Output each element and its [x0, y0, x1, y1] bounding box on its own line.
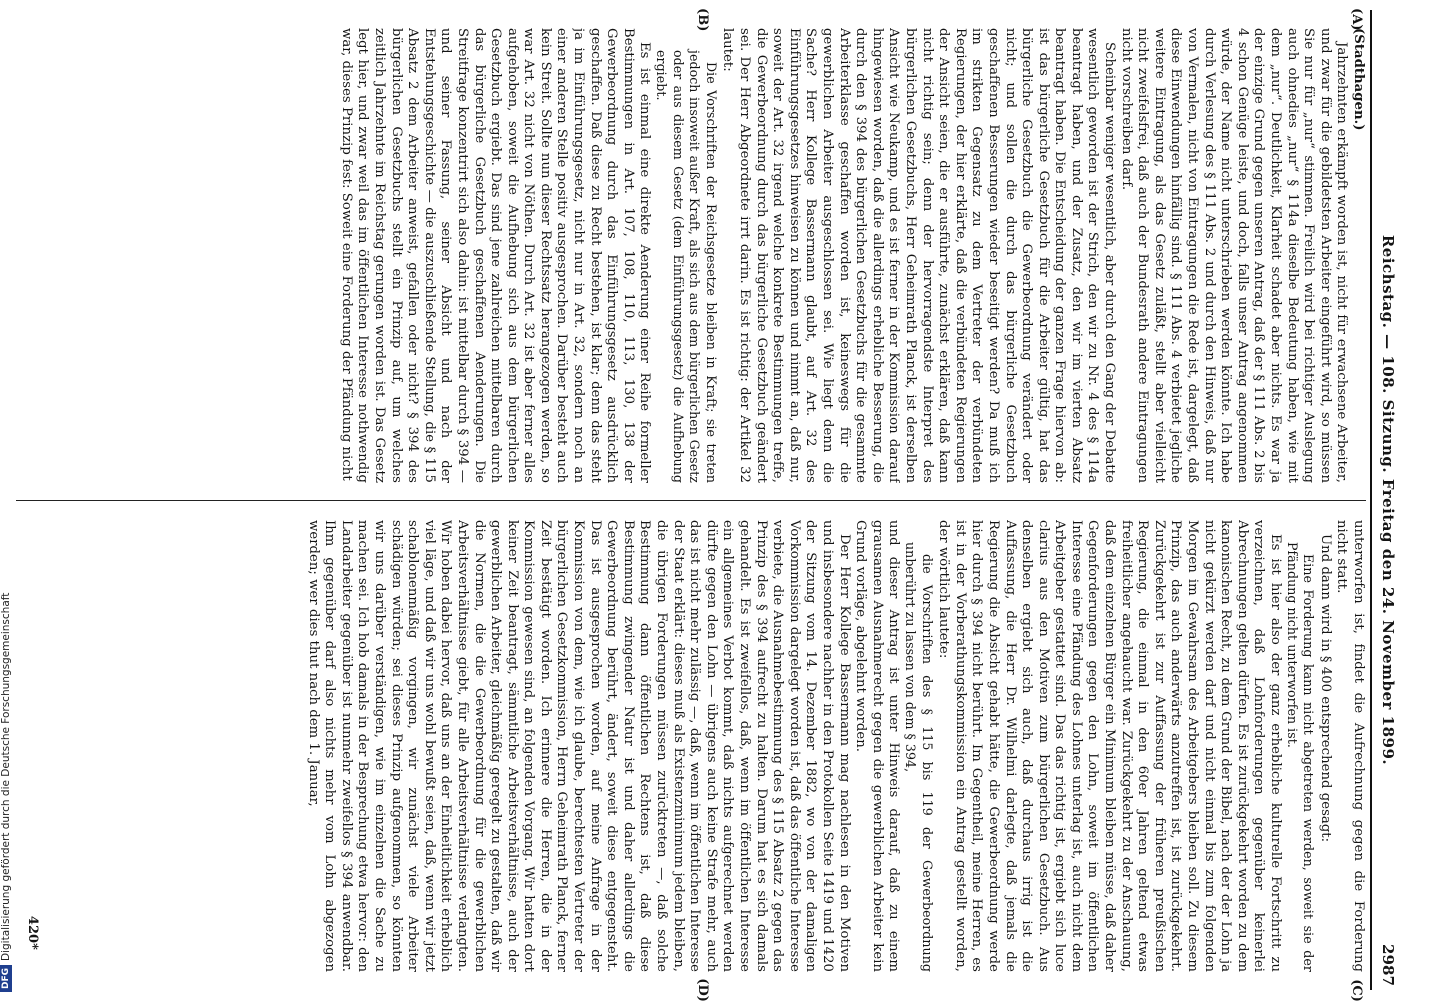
page-title: Reichstag. — 108. Sitzung. Freitag den 24. November 1899. [1379, 234, 1397, 766]
margin-marker-d: (D) [695, 978, 710, 1002]
paragraph: Es ist einmal eine direkte Aenderung einer Reihe formeller Bestimmungen in Art. 107, 108, 110, 113, 130, 138 der Gewerbeordnung durch das Einführungsgesetz ausdrücklich geschaffen. Daß diese zu Recht bestehen, ist klar; denn das steht ja im Einführungsgesetz, nicht nur in Art. 32, sondern noch an einer anderen Stelle positiv ausgesprochen. Darüber besteht auch kein Streit. Sollte nun dieser Rechtssatz herangezogen werden, so war Art. 32 nicht von Nöthen. Durch Art. 32 ist aber ferner alles aufgehoben, soweit die Aufhebung sich aus dem bürgerlichen Gesetzbuch ergiebt. Das sind jene zahlreichen mittelbaren durch das bürgerliche Gesetzbuch geschaffenen Aenderungen. Die Streitfrage konzentrirt sich also dahin: ist mittelbar durch § 394 — und seiner Fassung, seiner Absicht und nach der Entstehungsgeschichte — die auszuschließende Stellung, die § 115 Absatz 2 dem Arbeiter anweist, gefallen oder nicht? § 394 des bürgerlichen Gesetzbuchs stellt ein Prinzip auf, um welches zeitlich Jahrzehnte im Reichstag gerungen worden ist. Das Gesetz legt hier, und zwar weil das im öffentlichen Interesse nothwendig war, dieses Prinzip fest: Soweit eine Forderung der Pfändung nicht [338, 28, 653, 483]
margin-marker-a: (A) [1349, 8, 1364, 31]
speaker-label: (Stadthagen.) [1351, 28, 1366, 131]
header-rule [1370, 10, 1372, 990]
quoted-article: Die Vorschriften der Reichsgesetze bleiben in Kraft; sie treten jedoch insoweit außer Kraft, als sich aus dem bürgerlichen Gesetz oder aus diesem Gesetz (dem Einführungsgesetz) die Aufhebung ergiebt. [654, 50, 719, 483]
page-header [1370, 10, 1400, 990]
paragraph: Es ist hier also der ganz erhebliche kulturelle Fortschritt zu verzeichnen, daß Lohnforderungen gegenüber keinerlei Abrechnungen gelten dürfen. Es ist zurückgekehrt worden zu dem kanonischen Recht, zu dem Grund der Bibel, nach der der Lohn ja nicht gekürzt werden darf und nicht einmal bis zum folgenden Morgen im Gewahrsam des Arbeitgebers bleiben soll. Zu diesem Prinzip, das auch anderwärts anzutreffen ist, ist zurückgekehrt. Zurückgekehrt ist zur Auffassung der früheren preußischen Regierung, die einmal in den 60er Jahren geltend etwas freiheitlicher angehaucht war. Zurückgekehrt zu der Anschauung, daß dem einzelnen Bürger ein Minimum bleiben müsse, daß daher Gegenforderungen gegen den Lohn, soweit im öffentlichen Interesse eine Pfändung des Lohnes unterlag ist, auch nicht dem Arbeitgeber gestattet sind. Das das richtig ist, ergiebt sich luce clarius aus den Motiven zum bürgerlichen Gesetzbuch. Aus denselben ergiebt sich auch, daß durchaus irrig ist die Auffassung, die Herr Dr. Wilhelmi darlegte, daß jemals die Regierung die Absicht gehabt hätte, die Gewerbeordnung werde hier durch § 394 nicht berührt. Im Gegentheil, meine Herren, es ist in der Vorberathungskommission ein Antrag gestellt worden, der wörtlich lautete: [936, 520, 1284, 972]
digitization-credit [0, 593, 12, 992]
paragraph: und dieser Antrag ist unter Hinweis darauf, daß zu einem grausamen Ausnahmerecht gegen die gewerblichen Arbeiter kein Grund vorläge, abgelehnt worden. [853, 520, 902, 972]
paragraph: Scheinbar weniger wesentlich, aber durch den Gang der Debatte wesentlich geworden ist der Strich, den wir zu Nr. 4 des § 114a beantragt haben, und der Zusatz, den wir im vierten Absatz beantragt haben. Die Entscheidung der ganzen Frage hiervon ab: ist das bürgerliche Gesetzbuch für die Arbeiter gültig, hat das bürgerliche Gesetzbuch die Gewerbeordnung verändert oder nicht; und sollen die durch das bürgerliche Gesetzbuch geschaffenen Besserungen wieder beseitigt werden? Da muß ich im strikten Gegensatz zu dem Vertreter der verbündeten Regierungen, der hier erklärte, daß die verbündeten Regierungen der Ansicht seien, die er ausführte, zunächst erklären, daß kann nicht richtig sein; denn der hervorragendste Interpret des bürgerlichen Gesetzbuchs, Herr Geheimrath Planck, ist derselben Ansicht wie Neukamp, und es ist ferner in der Kommission darauf hingewiesen worden, daß die allerdings erhebliche Besserung, die durch den § 394 des bürgerlichen Gesetzbuchs für die gesammte Arbeiterklasse geschaffen worden ist, keineswegs für die gewerblichen Arbeiter ausgeschlossen sei. Wie liegt denn die Sache? Herr Kollege Bassermann glaubt, auf Art. 32 des Einführungsgesetzes hinweisen zu können und nimmt an, daß nur, soweit der Art. 32 irgend welche konkrete Bestimmungen treffe, die Gewerbeordnung durch das bürgerliche Gesetzbuch geändert sei. Der Herr Abgeordnete irrt darin. Es ist richtig: der Artikel 32 lautet: [720, 28, 1118, 483]
paragraph: Der Herr Kollege Bassermann mag nachlesen in den Motiven und insbesondere nachher in den Protokollen Seite 1419 und 1420 der Sitzung vom 14. Dezember 1882, wo von der damaligen Vorkommission dargelegt worden ist, daß das öffentliche Interesse verbiete, die Ausnahmebestimmung des § 115 Absatz 2 gegen das Prinzip des § 394 aufrecht zu halten. Darum hat es sich damals gehandelt. Es ist zweifellos, daß, wenn im öffentlichen Interesse ein allgemeines Verbot kommt, daß nichts aufgerechnet werden dürfte gegen den Lohn — übrigens auch keine Strafe mehr, auch das ist nicht mehr zulässig —, daß, wenn im öffentlichen Interesse der Staat erklärt: dieses muß als Existenzminimum jedem bleiben, die übrigen Forderungen müssen zurücktreten —, daß solche Bestimmung dann öffentlichen Rechtens ist, daß diese Bestimmung zwingender Natur ist und daher allerdings die Gewerbeordnung berührt, ändert, soweit diese entgegensteht. Das ist ausgesprochen worden, auf meine Anfrage in der Kommission von dem, wie ich glaube, berechtesten Vertreter der bürgerlichen Gesetzkommission, Herrn Geheimrath Planck, ferner Zeit bestätigt worden. Ich erinnere die Herren, die in der Kommission gewesen sind, an folgenden Vorgang. Wir hatten dort keiner Zeit beantragt, sämmtliche Arbeitsverhältnisse, auch der gewerblichen Arbeiter, gleichmäßig geregelt zu gestalten, daß wir die Normen, die die Gewerbeordnung für die gewerblichen Arbeitsverhältnisse giebt, für alle Arbeitsverhältnisse verlangten. Wir hoben dabei hervor, daß uns an der Einheitlichkeit erheblich viel läge, und daß wir uns wohl bewußt seien, daß, wenn wir jetzt schablonenmäßig vorgingen, wir zunächst viele Arbeiter schädigen würden; sei dieses Prinzip aufgenommen, so könnten wir uns darüber verständigen, wie im einzelnen die Sache zu machen sei. Ich hob damals in der Besprechung etwa hervor: den Landarbeiter gegenüber ist nunmehr zweifellos § 394 anwendbar. Ihm gegenüber darf also nichts mehr vom Lohn abgezogen werden; wer dies thut nach dem 1. Januar, [305, 520, 852, 972]
paragraph: unterworfen ist, findet die Aufrechnung gegen die Forderung nicht statt. [1334, 520, 1366, 972]
rotated-newspaper-page [10, 8, 1400, 1002]
right-column [16, 520, 1366, 972]
paragraph: Und dann wird in § 400 entsprechend gesagt: [1317, 534, 1333, 843]
page-number: 2987 [1379, 944, 1397, 986]
margin-marker-c: (C) [1349, 979, 1364, 1002]
column-divider [16, 500, 1366, 501]
credit-text: Digitalisierung gefördert durch die Deutsche Forschungsgemeinschaft [0, 592, 12, 961]
left-column [16, 28, 1366, 483]
quoted-rule: Eine Forderung kann nicht abgetreten werden, soweit sie der Pfändung nicht unterworfen ist. [1284, 542, 1317, 972]
dfg-logo-icon: DFG [0, 965, 12, 992]
sheet-mark: 420* [25, 915, 40, 950]
margin-marker-b: (B) [695, 8, 710, 32]
paragraph: Jahrzehnten erkämpft worden ist, nicht für erwachsene Arbeiter, und zwar für die gebildetsten Arbeiter eingeführt wird, so müssen Sie nur für „nur“ stimmen. Freilich wird bei richtiger Auslegung auch ohnedies „nur“ § 114a dieselbe Bedeutung haben, wie mit dem „nur“. Deutlichkeit, Klarheit schadet aber nichts. Es war ja der einzige Grund gegen unseren Antrag, daß der § 111 Abs. 2 bis 4 schon Genüge leiste, und doch, falls unser Antrag angenommen würde, der Name nicht unterschrieben werden könnte. Ich habe durch Verlesung des § 111 Abs. 2 und durch den Hinweis, daß nur von Vermalen, nicht von Eintragungen die Rede ist, dargelegt, daß diese Einwendungen hinfällig sind. § 111 Abs. 4 verbietet jegliche weitere Eintragung, als das Gesetz zuläßt, stellt aber vielleicht nicht zweifelsfrei, daß auch der Bundesrath andere Eintragungen nicht vorschreiben darf. [1118, 28, 1350, 483]
quoted-motion: die Vorschriften des § 115 bis 119 der Gewerbeordnung unberührt zu lassen von dem § 394, [902, 542, 935, 972]
